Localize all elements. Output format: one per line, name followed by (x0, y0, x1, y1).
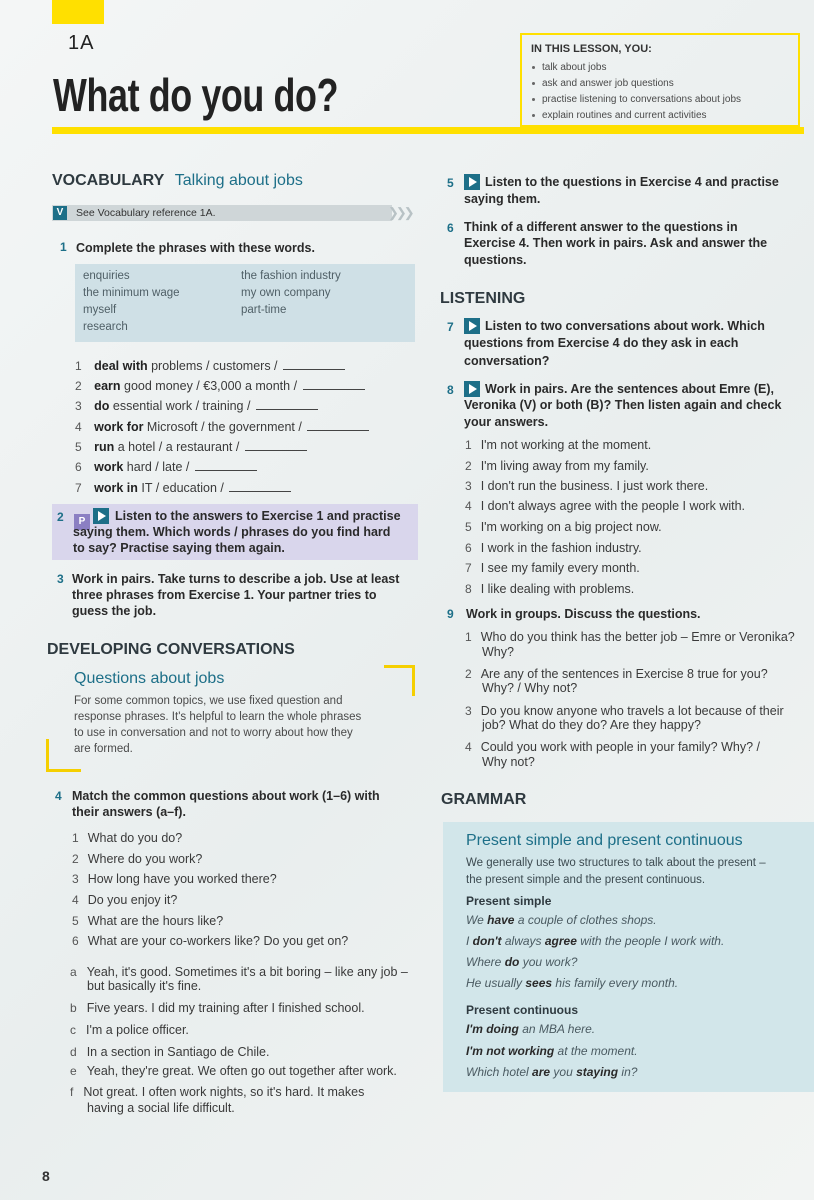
bullet-icon (532, 98, 535, 101)
corner-bracket-bottom-left (46, 739, 81, 772)
exercise-number: 7 (447, 320, 454, 334)
answer-item-continued: having a social life difficult. (87, 1101, 235, 1115)
sentence-item: 1 I'm not working at the moment. (465, 438, 652, 452)
phrase-item: 7 work in IT / education / (75, 479, 291, 497)
exercise-6-line: Exercise 4. Then work in pairs. Ask and answer the (464, 236, 768, 250)
objective-item: talk about jobs (532, 62, 607, 73)
grammar-title: Present simple and present continuous (466, 832, 743, 849)
answer-blank[interactable] (195, 460, 257, 471)
exercise-6-line: Think of a different answer to the questions in (464, 220, 738, 234)
exercise-7-line: conversation? (464, 354, 550, 368)
exercise-3-line: Work in pairs. Take turns to describe a job. Use at least (72, 572, 400, 586)
question-item: 5 What are the hours like? (72, 914, 224, 928)
exercise-2-line: saying them. Which words / phrases do you find hard (73, 525, 391, 539)
bullet-icon (532, 66, 535, 69)
title-rule (52, 127, 804, 134)
play-audio-icon[interactable] (464, 174, 480, 190)
exercise-3-line: three phrases from Exercise 1. Your partner tries to (72, 588, 377, 602)
vocabulary-badge: V (53, 206, 67, 220)
discussion-item-continued: Why? / Why not? (482, 681, 578, 695)
phrase-item: 2 earn good money / €3,000 a month / (75, 377, 365, 395)
example-sentence: He usually sees his family every month. (466, 976, 679, 990)
exercise-number: 2 (57, 510, 64, 524)
discussion-item-continued: job? What do they do? Are they happy? (482, 718, 701, 732)
exercise-5-line: saying them. (464, 192, 541, 206)
exercise-5-line: Listen to the questions in Exercise 4 and practise (485, 175, 779, 189)
word-item: enquiries (83, 270, 130, 282)
sentence-item: 5 I'm working on a big project now. (465, 520, 662, 534)
exercise-7-line: Listen to two conversations about work. Which (485, 319, 765, 333)
answer-blank[interactable] (307, 420, 369, 431)
example-sentence: We have a couple of clothes shops. (466, 913, 657, 927)
sentence-item: 3 I don't run the business. I just work there. (465, 479, 709, 493)
bullet-icon (532, 114, 535, 117)
present-continuous-heading: Present continuous (466, 1003, 579, 1017)
exercise-number: 3 (57, 572, 64, 586)
example-sentence: Where do you work? (466, 955, 578, 969)
exercise-8-line: your answers. (464, 415, 549, 429)
discussion-item-continued: Why not? (482, 755, 535, 769)
discussion-item: 1 Who do you think has the better job – Emre or Veronika? (465, 630, 795, 644)
sentence-item: 7 I see my family every month. (465, 561, 640, 575)
example-sentence: I don't always agree with the people I work with. (466, 934, 725, 948)
word-item: myself (83, 304, 117, 316)
exercise-number: 8 (447, 383, 454, 397)
phrase-item: 5 run a hotel / a restaurant / (75, 438, 307, 456)
page-title: What do you do? (53, 69, 339, 121)
developing-body-line: are formed. (74, 743, 133, 755)
answer-blank[interactable] (229, 481, 291, 492)
pronunciation-icon[interactable]: P (74, 514, 90, 530)
answer-blank[interactable] (283, 359, 345, 370)
answer-blank[interactable] (303, 379, 365, 390)
discussion-item: 2 Are any of the sentences in Exercise 8 true for you? (465, 667, 768, 681)
developing-body-line: response phrases. It's helpful to learn the whole phrases (74, 711, 362, 723)
exercise-number: 6 (447, 221, 454, 235)
exercise-number: 5 (447, 176, 454, 190)
discussion-item: 3 Do you know anyone who travels a lot because of their (465, 704, 784, 718)
word-item: the fashion industry (241, 270, 341, 282)
question-item: 3 How long have you worked there? (72, 872, 277, 886)
vocabulary-reference-link[interactable]: See Vocabulary reference 1A. (76, 207, 216, 219)
exercise-7-line: questions from Exercise 4 do they ask in each (464, 336, 739, 350)
grammar-heading: GRAMMAR (441, 791, 527, 808)
play-audio-icon[interactable] (464, 318, 480, 334)
question-item: 1 What do you do? (72, 831, 183, 845)
answer-item: c I'm a police officer. (70, 1023, 189, 1037)
corner-bracket-top-right (384, 665, 415, 696)
play-audio-button[interactable] (464, 318, 484, 336)
grammar-body-line: We generally use two structures to talk about the present – (466, 857, 766, 869)
developing-conversations-heading: DEVELOPING CONVERSATIONS (47, 641, 295, 658)
grammar-body-line: the present simple and the present continuous. (466, 874, 706, 886)
answer-item: d In a section in Santiago de Chile. (70, 1045, 270, 1059)
phrase-item: 6 work hard / late / (75, 458, 257, 476)
sentence-item: 4 I don't always agree with the people I work with. (465, 499, 746, 513)
answer-blank[interactable] (256, 399, 318, 410)
answer-item-continued: but basically it's fine. (87, 979, 202, 993)
answer-item: f Not great. I often work nights, so it's hard. It makes (70, 1085, 365, 1099)
example-sentence: Which hotel are you staying in? (466, 1065, 638, 1079)
page-number: 8 (42, 1168, 50, 1184)
play-audio-button[interactable] (464, 174, 484, 192)
objective-item: ask and answer job questions (532, 78, 674, 89)
exercise-number: 1 (60, 240, 67, 254)
exercise-6-line: questions. (464, 253, 527, 267)
sentence-item: 8 I like dealing with problems. (465, 582, 635, 596)
bullet-icon (532, 82, 535, 85)
exercise-2-line: to say? Practise saying them again. (73, 541, 285, 555)
vocabulary-heading: VOCABULARY Talking about jobs (52, 172, 303, 189)
sentence-item: 6 I work in the fashion industry. (465, 541, 642, 555)
play-audio-icon[interactable] (93, 508, 109, 524)
exercise-9-line: Work in groups. Discuss the questions. (466, 607, 701, 621)
word-item: part-time (241, 304, 287, 316)
objective-item: practise listening to conversations about jobs (532, 94, 741, 105)
answer-item: e Yeah, they're great. We often go out together after work. (70, 1064, 397, 1078)
sentence-item: 2 I'm living away from my family. (465, 459, 649, 473)
answer-blank[interactable] (245, 440, 307, 451)
exercise-number: 9 (447, 607, 454, 621)
discussion-item: 4 Could you work with people in your family? Why? / (465, 740, 760, 754)
question-item: 4 Do you enjoy it? (72, 893, 178, 907)
phrase-item: 4 work for Microsoft / the government / (75, 418, 369, 436)
objective-item: explain routines and current activities (532, 110, 707, 121)
exercise-4-line: their answers (a–f). (72, 805, 186, 819)
word-item: my own company (241, 287, 331, 299)
question-item: 6 What are your co-workers like? Do you get on? (72, 934, 349, 948)
example-sentence: I'm doing an MBA here. (466, 1022, 596, 1036)
example-sentence: I'm not working at the moment. (466, 1044, 638, 1058)
exercise-8-line: Veronika (V) or both (B)? Then listen again and check (464, 398, 782, 412)
lesson-objectives-heading: IN THIS LESSON, YOU: (531, 43, 652, 55)
exercise-4-line: Match the common questions about work (1–6) with (72, 789, 380, 803)
chevrons-right-icon: ❯❯❯ (388, 205, 412, 220)
word-item: the minimum wage (83, 287, 180, 299)
developing-body-line: to use in conversation and not to worry about how they (74, 727, 353, 739)
discussion-item-continued: Why? (482, 645, 514, 659)
phrase-item: 1 deal with problems / customers / (75, 357, 345, 375)
answer-item: b Five years. I did my training after I finished school. (70, 1001, 365, 1015)
play-audio-icon[interactable] (464, 381, 480, 397)
developing-subheading: Questions about jobs (74, 670, 225, 687)
exercise-2-line: Listen to the answers to Exercise 1 and practise (115, 509, 401, 523)
answer-item: a Yeah, it's good. Sometimes it's a bit boring – like any job – (70, 965, 408, 979)
lesson-code: 1A (68, 32, 95, 54)
exercise-3-line: guess the job. (72, 604, 157, 618)
present-simple-heading: Present simple (466, 894, 552, 908)
exercise-1-instruction: Complete the phrases with these words. (76, 241, 315, 255)
phrase-item: 3 do essential work / training / (75, 397, 318, 415)
word-item: research (83, 321, 128, 333)
listening-heading: LISTENING (440, 290, 526, 307)
exercise-8-line: Work in pairs. Are the sentences about Emre (E), (485, 382, 774, 396)
exercise-number: 4 (55, 789, 62, 803)
developing-body-line: For some common topics, we use fixed question and (74, 695, 343, 707)
question-item: 2 Where do you work? (72, 852, 203, 866)
lesson-tab (52, 0, 104, 24)
